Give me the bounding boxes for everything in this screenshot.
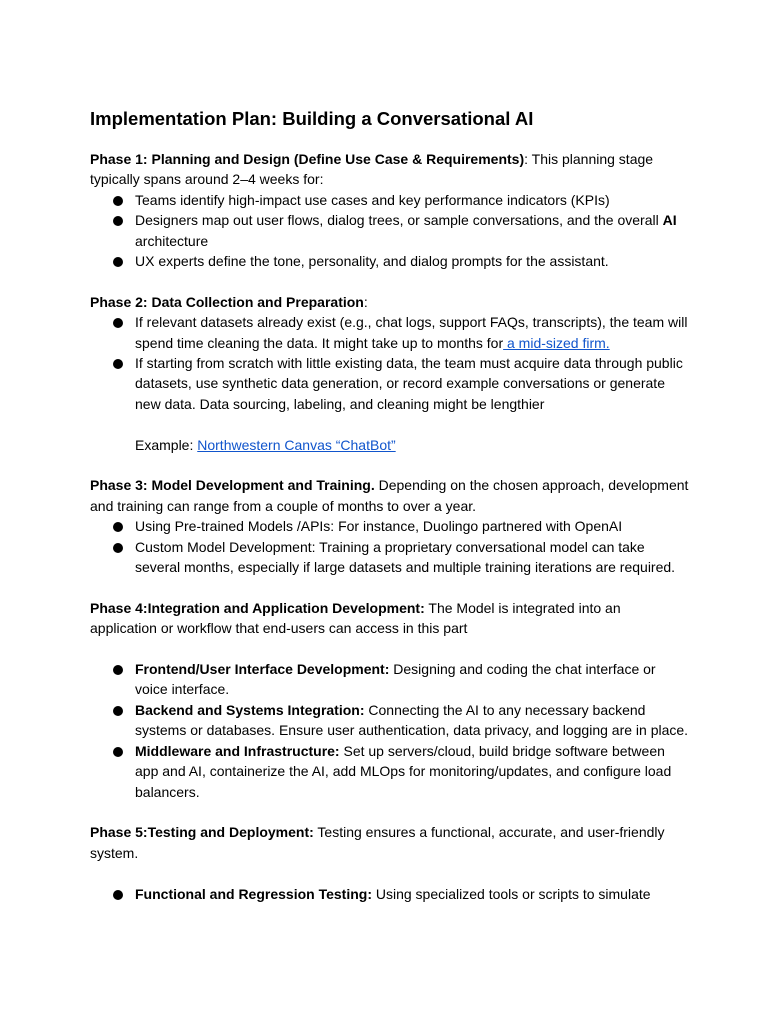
list-item: Middleware and Infrastructure: Set up servers/cloud, build bridge software between app and AI, containerize the AI, add MLOps for monitoring/updates, and configure load balancers.	[90, 741, 690, 802]
phase1-intro: : This planning stage typically spans around 2–4 weeks for:	[90, 151, 654, 188]
list-item: Designers map out user flows, dialog trees, or sample conversations, and the overall AI architecture	[90, 210, 690, 251]
phase2-paragraph: Phase 2: Data Collection and Preparation:	[90, 293, 368, 310]
phase3-heading: Phase 3: Model Development and Training.	[90, 477, 375, 494]
mid-sized-firm-link[interactable]: a mid-sized firm.	[503, 334, 610, 351]
bullet-icon	[113, 890, 123, 900]
chatbot-example-link[interactable]: Northwestern Canvas “ChatBot”	[197, 436, 396, 453]
bullet-icon	[113, 665, 123, 675]
phase5-list	[90, 884, 690, 904]
list-item: UX experts define the tone, personality, and dialog prompts for the assistant.	[90, 251, 690, 271]
bullet-icon	[113, 318, 123, 328]
bullet-icon	[113, 706, 123, 716]
bullet-icon	[113, 747, 123, 757]
list-item: Frontend/User Interface Development: Designing and coding the chat interface or voice interface.	[90, 659, 690, 700]
phase4-heading: Phase 4:Integration and Application Development:	[90, 599, 425, 616]
document-title: Implementation Plan: Building a Conversational AI	[90, 108, 534, 129]
phase5-paragraph: Phase 5:Testing and Deployment: Testing ensures a functional, accurate, and user-friendly system.	[90, 824, 665, 861]
bullet-icon	[113, 359, 123, 369]
list-item: If relevant datasets already exist (e.g., chat logs, support FAQs, transcripts), the team will spend time cleaning the data. It might take up to months for a mid-sized firm.	[90, 312, 690, 353]
phase4-list	[90, 659, 690, 802]
bullet-icon	[113, 257, 123, 267]
list-item: Custom Model Development: Training a proprietary conversational model can take several months, especially if large datasets and multiple training iterations are required.	[90, 537, 690, 578]
list-item: Using Pre-trained Models /APIs: For instance, Duolingo partnered with OpenAI	[90, 516, 690, 536]
phase3-list	[90, 516, 690, 577]
example-line: Example: Northwestern Canvas “ChatBot”	[135, 436, 396, 453]
phase1-list	[90, 190, 690, 272]
bullet-icon	[113, 216, 123, 226]
phase5-heading: Phase 5:Testing and Deployment:	[90, 824, 314, 841]
bullet-icon	[113, 522, 123, 532]
document-page	[90, 106, 690, 904]
list-item: Functional and Regression Testing: Using specialized tools or scripts to simulate	[90, 884, 690, 904]
phase4-paragraph: Phase 4:Integration and Application Development: The Model is integrated into an application or workflow that end-users can access in this part	[90, 599, 621, 637]
bullet-icon	[113, 543, 123, 553]
phase3-paragraph: Phase 3: Model Development and Training. Depending on the chosen approach, development and training can range from a couple of months to over a year.	[90, 477, 689, 514]
list-item: Backend and Systems Integration: Connecting the AI to any necessary backend systems or databases. Ensure user authentication, data privacy, and logging are in place.	[90, 700, 690, 741]
bullet-icon	[113, 196, 123, 206]
phase1-heading: Phase 1: Planning and Design (Define Use Case & Requirements)	[90, 151, 525, 167]
phase1-paragraph	[90, 149, 690, 190]
list-item: If starting from scratch with little existing data, the team must acquire data through public datasets, use synthetic data generation, or record example conversations or generate new data. Data sourcing, labeling, and cleaning might be lengthier	[90, 353, 690, 414]
phase2-heading: Phase 2: Data Collection and Preparation	[90, 293, 364, 310]
phase2-list	[90, 312, 690, 414]
list-item: Teams identify high-impact use cases and key performance indicators (KPIs)	[90, 190, 690, 210]
